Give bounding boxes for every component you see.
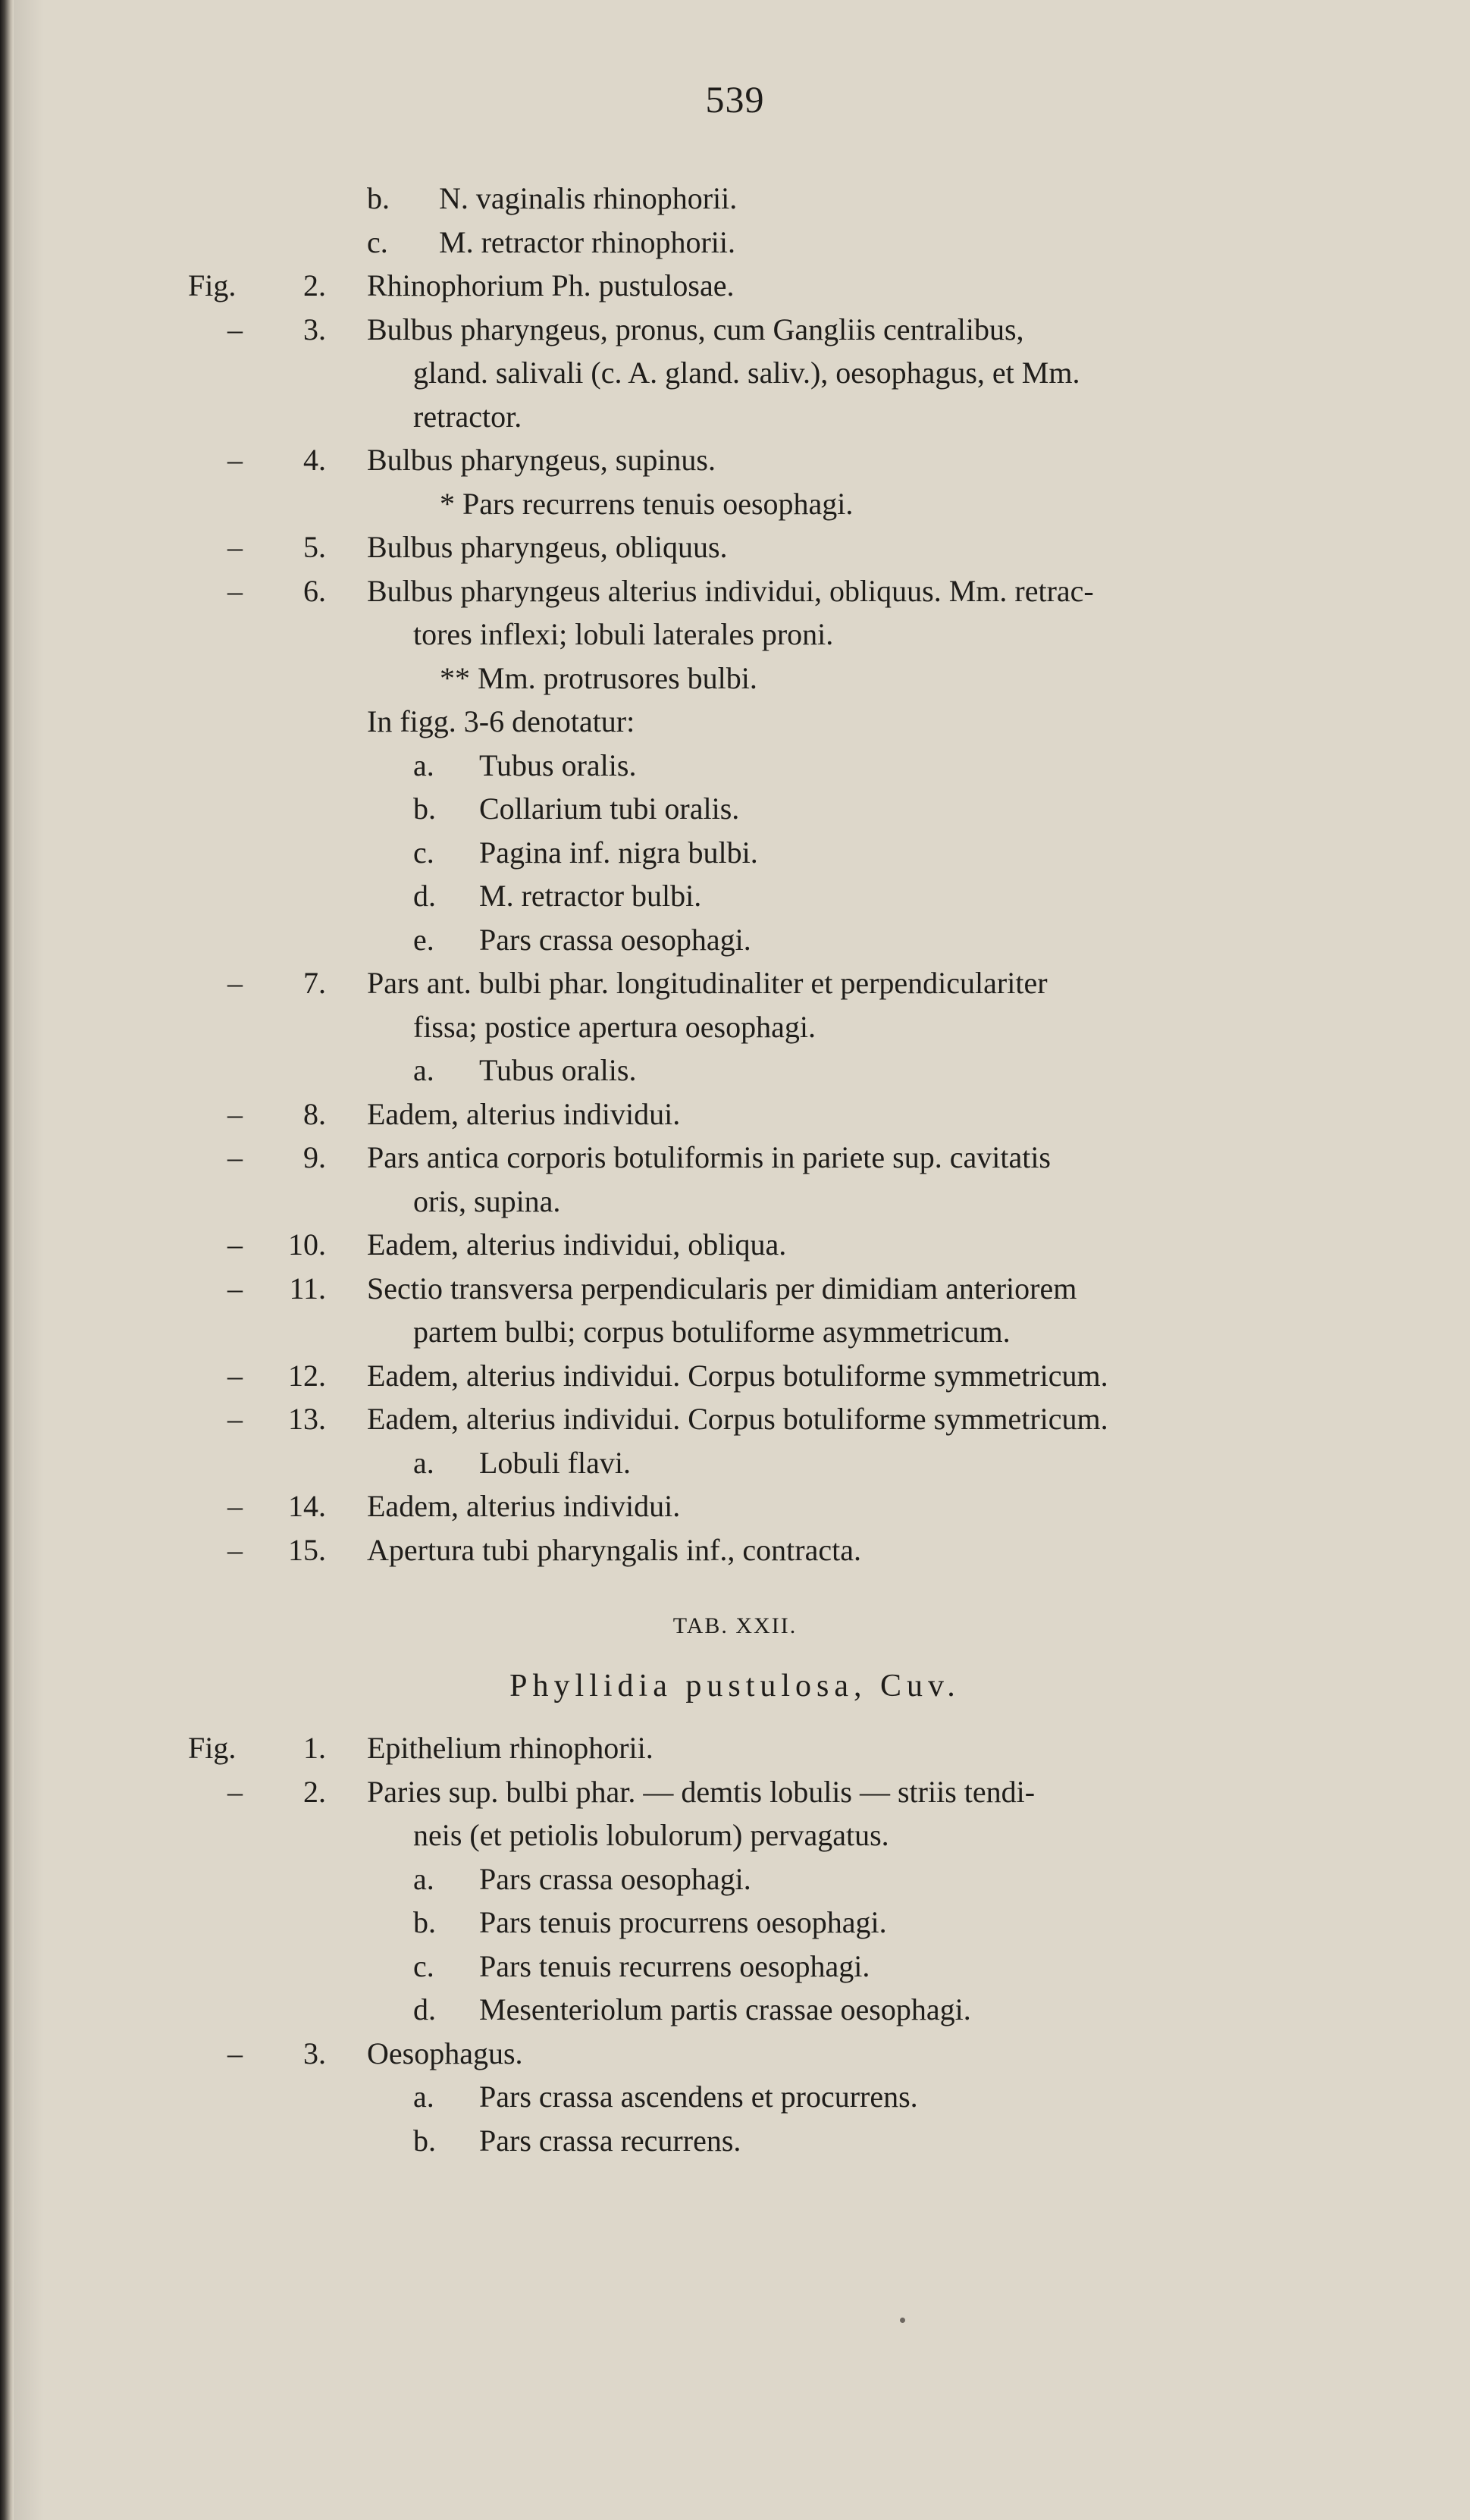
dash-marker: – [227, 1774, 243, 1809]
dash-marker: – [227, 966, 243, 1000]
fig-prefix: Fig. [188, 268, 237, 302]
figure-caption-line: Apertura tubi pharyngalis inf., contracta. [367, 1532, 861, 1567]
sub-label-text: Pars crassa recurrens. [479, 2123, 741, 2158]
sub-label-text: Pars crassa ascendens et procurrens. [479, 2080, 918, 2114]
dash-marker: – [227, 1532, 243, 1567]
dash-marker: – [227, 1140, 243, 1174]
page-number: 539 [705, 78, 765, 121]
figure-number: 15. [288, 1532, 326, 1567]
sub-label: b. [367, 181, 390, 215]
figure-number: 6. [303, 573, 326, 608]
figure-caption-line: Pars ant. bulbi phar. longitudinaliter et perpendiculariter [367, 966, 1048, 1000]
figure-caption-line: gland. salivali (c. A. gland. saliv.), oesophagus, et Mm. [413, 356, 1080, 390]
sub-label: e. [413, 922, 434, 957]
sub-label: b. [413, 2123, 436, 2158]
sub-label-text: Tubus oralis. [479, 1053, 637, 1087]
sub-label: b. [413, 791, 436, 826]
figure-caption-line: Bulbus pharyngeus alterius individui, obliquus. Mm. retrac- [367, 573, 1094, 608]
page-shadow [14, 0, 44, 2520]
figure-number: 4. [303, 443, 326, 477]
figure-caption-line: Bulbus pharyngeus, supinus. [367, 443, 716, 477]
figure-caption-line: Eadem, alterius individui. Corpus botuliforme symmetricum. [367, 1358, 1108, 1393]
dash-marker: – [227, 1402, 243, 1436]
figure-number: 10. [288, 1227, 326, 1262]
dash-marker: – [227, 2036, 243, 2070]
figure-caption-line: partem bulbi; corpus botuliforme asymmetricum. [413, 1315, 1011, 1349]
fig-prefix: Fig. [188, 1731, 237, 1765]
dash-marker: – [227, 530, 243, 564]
sub-label-text: Pagina inf. nigra bulbi. [479, 835, 758, 870]
sub-label-text: Lobuli flavi. [479, 1445, 631, 1480]
page-binding-edge [0, 0, 14, 2520]
figure-number: 3. [303, 2036, 326, 2070]
sub-label-text: Pars crassa oesophagi. [479, 922, 751, 957]
figure-number: 13. [288, 1402, 326, 1436]
sub-label-text: Mesenteriolum partis crassae oesophagi. [479, 1992, 971, 2026]
figure-caption-line: Eadem, alterius individui. [367, 1489, 681, 1523]
sub-label-text: Pars tenuis procurrens oesophagi. [479, 1905, 887, 1939]
figure-number: 5. [303, 530, 326, 564]
figure-caption-line: Eadem, alterius individui. [367, 1096, 681, 1131]
sub-label: c. [413, 1948, 434, 1983]
figure-caption-line: Eadem, alterius individui, obliqua. [367, 1227, 787, 1262]
figure-number: 12. [288, 1358, 326, 1393]
sub-label: c. [367, 224, 388, 259]
figure-caption-line: tores inflexi; lobuli laterales proni. [413, 617, 834, 651]
sub-label-text: N. vaginalis rhinophorii. [439, 181, 738, 215]
species-heading: Phyllidia pustulosa, Cuv. [509, 1669, 961, 1704]
sub-label-text: M. retractor rhinophorii. [439, 224, 735, 259]
figure-caption-line: Eadem, alterius individui. Corpus botuliforme symmetricum. [367, 1402, 1108, 1436]
figure-caption-line: Epithelium rhinophorii. [367, 1731, 654, 1765]
sub-label: a. [413, 1053, 434, 1087]
figure-caption-line: Paries sup. bulbi phar. — demtis lobulis — striis tendi- [367, 1774, 1036, 1809]
figure-caption-line: * Pars recurrens tenuis oesophagi. [440, 486, 854, 521]
figure-number: 2. [303, 1774, 326, 1809]
dash-marker: – [227, 573, 243, 608]
dash-marker: – [227, 1227, 243, 1262]
ink-dot [900, 2318, 905, 2323]
figure-caption-line: Oesophagus. [367, 2036, 523, 2070]
sub-label: a. [413, 748, 434, 782]
sub-label: c. [413, 835, 434, 870]
figure-number: 7. [303, 966, 326, 1000]
dash-marker: – [227, 443, 243, 477]
sub-label-text: Pars tenuis recurrens oesophagi. [479, 1948, 870, 1983]
sub-label: b. [413, 1905, 436, 1939]
tab-heading: TAB. XXII. [672, 1613, 798, 1638]
figure-number: 14. [288, 1489, 326, 1523]
figure-caption-line: Rhinophorium Ph. pustulosae. [367, 268, 735, 302]
figure-caption-line: ** Mm. protrusores bulbi. [440, 660, 757, 695]
dash-marker: – [227, 1489, 243, 1523]
sub-label: a. [413, 1861, 434, 1896]
figure-caption-line: In figg. 3-6 denotatur: [367, 704, 635, 738]
sub-label: a. [413, 1445, 434, 1480]
figure-number: 8. [303, 1096, 326, 1131]
sub-label-text: Collarium tubi oralis. [479, 791, 740, 826]
dash-marker: – [227, 1358, 243, 1393]
figure-number: 3. [303, 312, 326, 346]
sub-label: a. [413, 2080, 434, 2114]
figure-caption-line: fissa; postice apertura oesophagi. [413, 1009, 816, 1044]
figure-number: 9. [303, 1140, 326, 1174]
figure-caption-line: Sectio transversa perpendicularis per dimidiam anteriorem [367, 1271, 1077, 1305]
sub-label-text: Pars crassa oesophagi. [479, 1861, 751, 1896]
sub-label: d. [413, 1992, 436, 2026]
figure-number: 2. [303, 268, 326, 302]
dash-marker: – [227, 312, 243, 346]
figure-caption-line: Pars antica corporis botuliformis in pariete sup. cavitatis [367, 1140, 1051, 1174]
sub-label-text: Tubus oralis. [479, 748, 637, 782]
figure-caption-line: neis (et petiolis lobulorum) pervagatus. [413, 1818, 889, 1852]
dash-marker: – [227, 1271, 243, 1305]
figure-caption-line: Bulbus pharyngeus, pronus, cum Gangliis centralibus, [367, 312, 1024, 346]
figure-caption-line: oris, supina. [413, 1183, 561, 1218]
figure-caption-line: Bulbus pharyngeus, obliquus. [367, 530, 728, 564]
sub-label: d. [413, 879, 436, 913]
figure-caption-line: retractor. [413, 399, 522, 434]
sub-label-text: M. retractor bulbi. [479, 879, 702, 913]
figure-number: 1. [303, 1731, 326, 1765]
figure-number: 11. [289, 1271, 326, 1305]
dash-marker: – [227, 1096, 243, 1131]
